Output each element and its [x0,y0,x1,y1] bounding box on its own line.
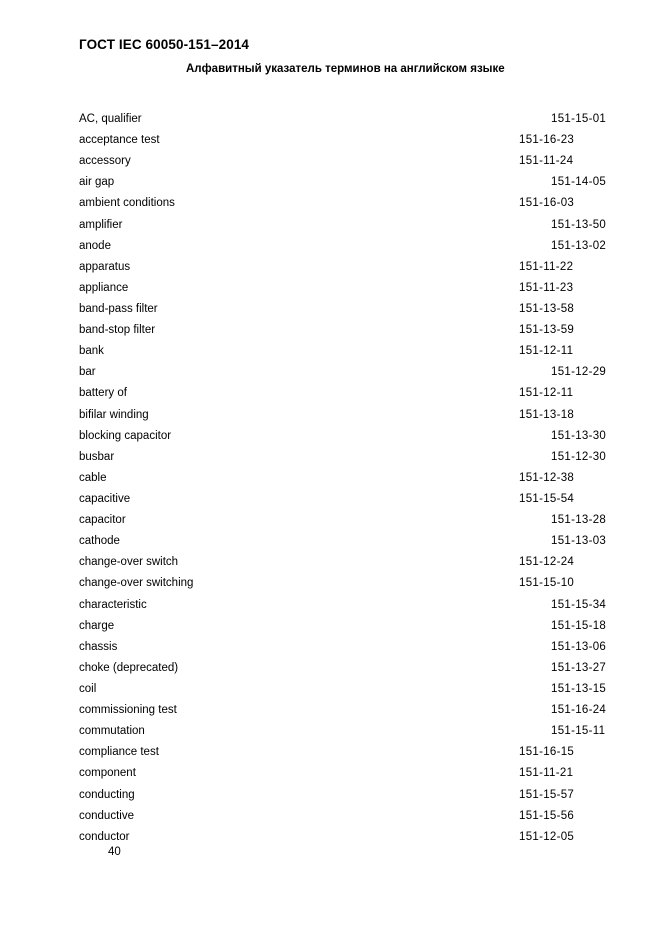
index-term-code: 151-11-23 [519,281,574,294]
index-entry [79,785,619,806]
index-entry [79,489,619,510]
index-term: busbar [79,450,115,463]
index-term: bifilar winding [79,408,149,421]
index-term: appliance [79,281,129,294]
index-term: charge [79,619,115,632]
index-title: Алфавитный указатель терминов на английском языке [186,63,505,75]
index-term-code: 151-12-11 [519,387,574,400]
index-term: bar [79,366,96,379]
index-term-code: 151-12-11 [519,345,574,358]
index-term: chassis [79,640,118,653]
index-term: battery of [79,387,127,400]
index-term: accessory [79,155,131,168]
index-term: commissioning test [79,704,177,717]
index-term-code: 151-16-24 [551,704,607,717]
index-term-code: 151-15-11 [551,725,606,738]
index-entry [79,109,619,130]
index-entry [79,320,619,341]
index-term-code: 151-12-29 [551,366,607,379]
index-entry [79,299,619,320]
index-term-code: 151-15-57 [519,788,575,801]
index-term: band-pass filter [79,302,158,315]
index-entry [79,595,619,616]
index-term: cathode [79,535,120,548]
index-term: change-over switching [79,577,194,590]
index-term: air gap [79,176,115,189]
index-entry [79,172,619,193]
index-entry [79,257,619,278]
index-term-code: 151-13-15 [551,682,607,695]
index-term-code: 151-12-05 [519,830,575,843]
index-term-code: 151-13-59 [519,324,575,337]
index-term: coil [79,682,97,695]
index-term: conductor [79,830,130,843]
index-entry [79,278,619,299]
index-term: acceptance test [79,134,160,147]
term-index-list [79,109,619,848]
index-term-code: 151-13-58 [519,302,575,315]
index-entry [79,573,619,594]
index-entry [79,616,619,637]
index-term: conductive [79,809,134,822]
index-term-code: 151-13-30 [551,429,607,442]
index-entry [79,383,619,404]
index-entry [79,426,619,447]
index-term: component [79,767,136,780]
index-term-code: 151-12-38 [519,471,575,484]
index-term-code: 151-13-02 [551,239,607,252]
index-term-code: 151-13-06 [551,640,607,653]
index-entry [79,236,619,257]
index-entry [79,151,619,172]
index-entry [79,405,619,426]
index-term-code: 151-11-21 [519,767,574,780]
index-term-code: 151-15-34 [551,598,607,611]
index-entry [79,763,619,784]
index-entry [79,447,619,468]
index-term-code: 151-14-05 [551,176,607,189]
index-entry [79,679,619,700]
index-term-code: 151-16-23 [519,134,575,147]
index-entry [79,721,619,742]
index-term: characteristic [79,598,147,611]
index-term-code: 151-12-24 [519,556,575,569]
index-entry [79,637,619,658]
index-entry [79,658,619,679]
index-entry [79,130,619,151]
index-term: apparatus [79,260,131,273]
index-term-code: 151-15-10 [519,577,575,590]
index-term-code: 151-15-56 [519,809,575,822]
index-term-code: 151-15-01 [551,113,607,125]
index-term: commutation [79,725,145,738]
index-term-code: 151-12-30 [551,450,607,463]
index-term: anode [79,239,111,252]
index-term-code: 151-15-18 [551,619,607,632]
index-term: change-over switch [79,556,179,569]
index-term-code: 151-11-22 [519,260,574,273]
index-term: band-stop filter [79,324,156,337]
document-code: ГОСТ IEC 60050-151–2014 [79,37,250,52]
index-term-code: 151-13-03 [551,535,607,548]
index-term: cable [79,471,107,484]
index-term: conducting [79,788,135,801]
index-term: compliance test [79,746,159,759]
index-term-code: 151-13-18 [519,408,575,421]
index-entry [79,215,619,236]
index-entry [79,552,619,573]
index-term-code: 151-11-24 [519,155,574,168]
page-number: 40 [108,846,121,858]
index-term-code: 151-16-15 [519,746,575,759]
index-term: AC, qualifier [79,113,142,125]
index-term-code: 151-13-27 [551,661,607,674]
index-entry [79,742,619,763]
index-term: capacitor [79,514,126,527]
index-term: bank [79,345,104,358]
index-entry [79,827,619,848]
index-entry [79,531,619,552]
index-term-code: 151-15-54 [519,492,575,505]
index-term: choke (deprecated) [79,661,179,674]
index-term-code: 151-13-50 [551,218,607,231]
index-entry [79,193,619,214]
index-entry [79,700,619,721]
index-term: ambient conditions [79,197,175,210]
index-term: amplifier [79,218,123,231]
index-term: capacitive [79,492,131,505]
index-entry [79,468,619,489]
index-entry [79,806,619,827]
index-term-code: 151-13-28 [551,514,607,527]
index-term: blocking capacitor [79,429,172,442]
index-entry [79,362,619,383]
index-term-code: 151-16-03 [519,197,575,210]
index-entry [79,341,619,362]
index-entry [79,510,619,531]
